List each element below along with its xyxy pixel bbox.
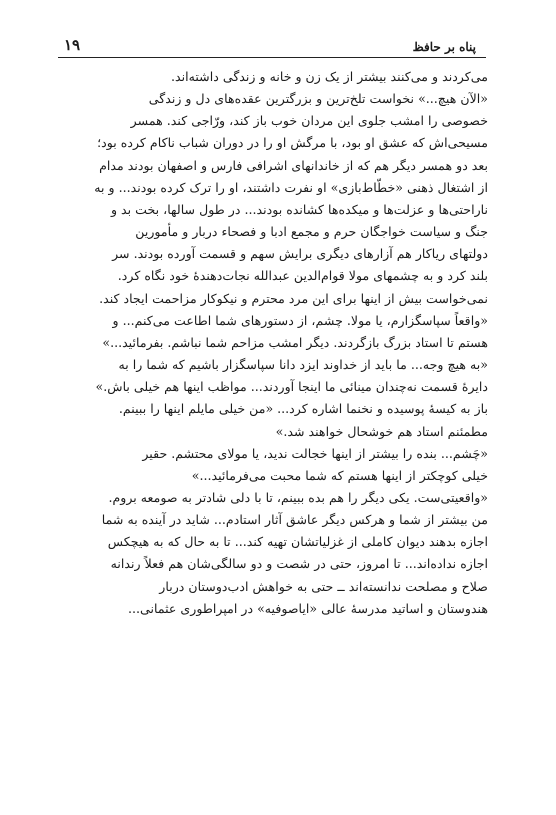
text-line: «واقعیتی‌ست. یکی دیگر را هم بده ببینم، تا با دلی شادتر به صومعه بروم. xyxy=(108,489,488,505)
text-line: دایرهٔ قسمت نه‌چندان مینائی ما اینجا آوردند... مواظب اینها هم خیلی باش.» xyxy=(95,379,488,395)
text-line: بلند کرد و به چشمهای مولا قوام‌الدین عبدالله نجات‌دهندهٔ خود نگاه کرد. xyxy=(117,268,488,284)
text-line: خیلی کوچکتر از اینها هستم که شما محبت می‌فرمائید...» xyxy=(191,467,488,483)
text-line: صلاح و مصلحت ندانسته‌اند ــ حتی به خواهش ادب‌دوستان دربار xyxy=(159,578,488,594)
text-line: من بیشتر از شما و هرکس دیگر عاشق آثار استادم... شاید در آینده به شما xyxy=(101,512,488,528)
text-line: خصوصی را امشب جلوی این مردان خوب باز کند، ورّاجی کند. همسر xyxy=(130,113,488,129)
header-divider xyxy=(58,57,486,58)
text-line: مسیحی‌اش که عشق او بود، با مرگش او را در دوران شباب ناکام کرده بود؛ xyxy=(97,135,488,151)
text-line: جنگ و سیاست خواجگان حرم و مجمع ادبا و فصحاء دربار و مأمورین xyxy=(135,224,488,240)
body-text xyxy=(58,66,488,620)
text-line: «چَشم... بنده را بیشتر از اینها خجالت ندید، یا مولای محتشم. حقیر xyxy=(142,445,488,461)
page-header xyxy=(64,30,482,54)
text-line: ناراحتی‌ها و عزلت‌ها و میکده‌ها کشانده بودند... در طول سالها، بخت بد و xyxy=(110,201,488,217)
text-line: اجازه نداده‌اند... تا امروز، حتی در شصت و دو سالگی‌شان هم فعلاً رندانه xyxy=(110,556,488,572)
text-line: هندوستان و اساتید مدرسهٔ عالی «ایاصوفیه» در امپراطوری عثمانی... xyxy=(127,600,488,616)
text-line: «به هیچ وجه... ما باید از خداوند ایزد دانا سپاسگزار باشیم که شما را به xyxy=(118,357,488,373)
text-line: بعد دو همسر دیگر هم که از خاندانهای اشرافی فارس و اصفهان بودند مدام xyxy=(99,157,488,173)
text-line: «واقعاً سپاسگزارم، یا مولا. چشم، از دستورهای شما اطاعت می‌کنم... و xyxy=(112,312,488,328)
text-line: باز به کیسهٔ پوسیده و نخنما اشاره کرد... «من خیلی مایلم اینها را ببینم. xyxy=(118,401,488,417)
text-line: مطمئنم استاد هم خوشحال خواهند شد.» xyxy=(275,423,488,439)
text-line: از اشتغال ذهنی «خطّاط‌بازی» او نفرت داشتند، او را ترک کرده بودند... و به xyxy=(94,179,488,195)
text-line: اجازه بدهند دیوان کاملی از غزلیاتشان تهیه کند... تا به حال که به هیچکس xyxy=(107,534,488,550)
page-number: ۱۹ xyxy=(64,36,81,54)
text-line: می‌کردند و می‌کنند بیشتر از یک زن و خانه و زندگی داشته‌اند. xyxy=(170,69,488,84)
text-line: نمی‌خواست بیش از اینها برای این مرد محترم و نیکوکار مزاحمت ایجاد کند. xyxy=(99,290,488,306)
text-line: دولتهای ریاکار هم آزارهای دیگری برایش سهم و قسمت آورده بودند. سر xyxy=(112,246,488,262)
text-line: هستم تا استاد بزرگ بازگردند. دیگر امشب مزاحم شما نباشم. بفرمائید...» xyxy=(102,334,488,350)
text-line: «الآن هیچ...» نخواست تلخ‌ترین و بزرگترین عقده‌های دل و زندگی xyxy=(148,91,488,107)
running-title: پناه بر حافظ xyxy=(412,40,476,54)
